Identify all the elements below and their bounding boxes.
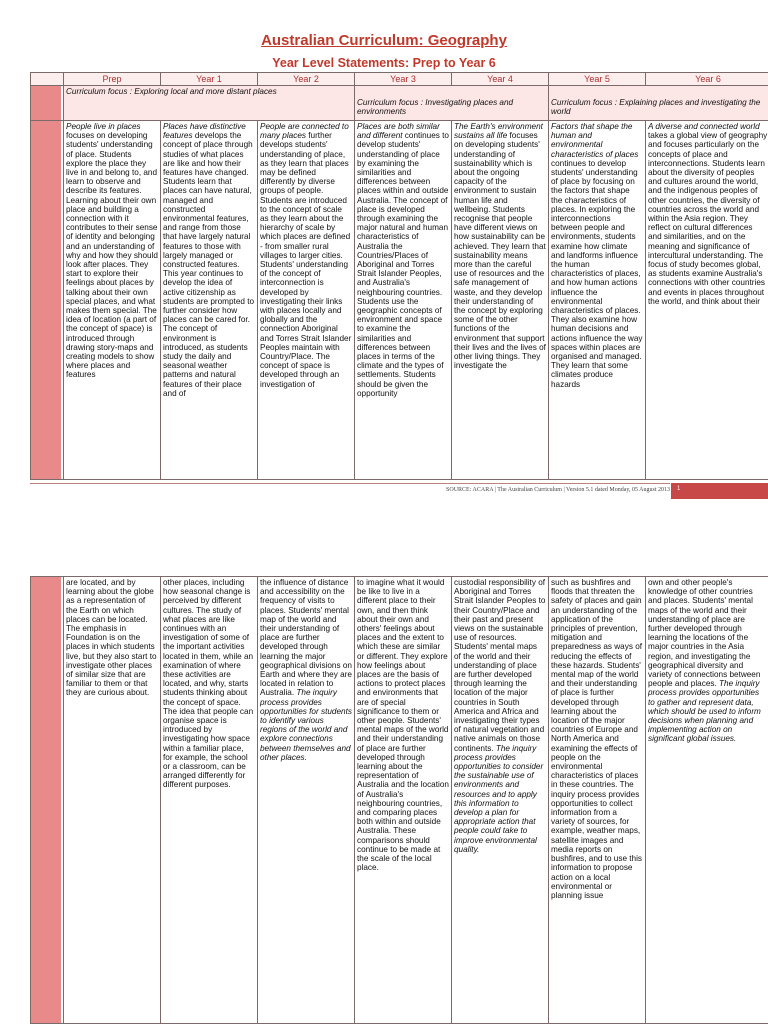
year2-statement: [258, 121, 355, 480]
document-title: Australian Curriculum: Geography: [261, 32, 507, 49]
prep-statement-continued: [64, 577, 161, 1024]
page-number-box: [671, 483, 768, 499]
year5-heading: Factors that shape the human and environmental characteristics of places: [551, 122, 639, 159]
year5-statement-continued: [549, 577, 646, 1024]
year2-statement-continued: [258, 577, 355, 1024]
year3-text: continues to develop students' understanding of place by examining the similarities and differences between places within and outside Australia. The concept of place is developed through examining the major natural and human characteristics of Australia the Countries/Places of Aboriginal and Torres Strait Islander Peoples, and Australia's neighbouring countries. Students use the geographic concepts of environment and space to examine the similarities and differences between places in terms of the climate and the types of settlements. Students should be given the opportunity: [357, 131, 449, 398]
year3-statement: [355, 121, 452, 480]
focus-side-marker: [31, 86, 64, 121]
year6-text: takes a global view of geography and focuses particularly on the concepts of place and interconnections. Students learn about the diversity of peoples and cultures around the world, and the indigenous peoples of other countries, the diversity of countries across the world and within the Asia region. They reflect on cultural differences and similarities, and on the meaning and significance of intercultural understanding. The focus of study becomes global, as students examine Australia's connections with other countries and events in places throughout the world, and think about their: [648, 131, 768, 306]
year1-statement-continued: [161, 577, 258, 1024]
year4-heading: The Earth's environment sustains all life: [454, 122, 543, 141]
curriculum-table-page2: [30, 576, 768, 1024]
source-footer: [30, 483, 768, 499]
year1-statement: [161, 121, 258, 480]
prep-heading: People live in places: [66, 122, 141, 131]
year4-statement: [452, 121, 549, 480]
source-text: SOURCE: ACARA | The Australian Curriculum | Version 5.1 dated Monday, 05 August 2013: [446, 487, 670, 493]
header-year6: Year 6: [646, 73, 768, 86]
year6-text-continued: own and other people's knowledge of other countries and places. Students' mental maps of the world and their understanding of place are further developed through learning the locations of the major countries in the Asia region, and investigating the geographical diversity and variety of connections between people and places.: [648, 578, 761, 689]
prep-text-continued: are located, and by learning about the globe as a representation of the Earth on which places can be located. The emphasis in Foundation is on the places in which students live, but they also start to investigate other places of similar size that are familiar to them or that they are curious about.: [66, 578, 157, 698]
header-prep: Prep: [64, 73, 161, 86]
header-year2: Year 2: [258, 73, 355, 86]
year2-inquiry-text: The inquiry process provides opportunities for students to identify various regions of the world and explore connections between themselves and other places.: [260, 688, 352, 762]
year5-text: continues to develop students' understanding of place by focusing on the factors that shape the characteristics of places. In exploring the interconnections between people and environments, students examine how climate and landforms influence the human characteristics of places, and how human actions influence the environmental characteristics of places. They also examine how human decisions and actions influence the way spaces within places are organised and managed. They learn that some climates produce hazards: [551, 158, 643, 389]
statements-row-continued: [31, 577, 768, 1024]
focus-upper: [549, 86, 768, 121]
prep-statement: [64, 121, 161, 480]
header-year5: Year 5: [549, 73, 646, 86]
focus-early-text: Curriculum focus : Exploring local and more distant places: [66, 87, 277, 96]
year2-heading: People are connected to many places: [260, 122, 349, 141]
year1-text-continued: other places, including how seasonal change is perceived by different cultures. The study of what places are like continues with an investigation of some of the important activities located in them, while an examination of where these activities are located, and why, starts students thinking about the concept of space. The idea that people can organise space is introduced by investigating how space within a familiar place, for example, the school or a classroom, can be arranged differently for different purposes.: [163, 578, 254, 790]
year6-statement: [646, 121, 768, 480]
year5-statement: [549, 121, 646, 480]
year3-text-continued: to imagine what it would be like to live in a different place to their own, and then think about their own and others' feelings about places and the extent to which these are similar or different. They explore how feelings about places are the basis of actions to protect places and environments that are of special significance to them or other people. Students' mental maps of the world and their understanding of place are further developed through learning about the representation of Australia and the location of Australia's neighbouring countries, and comparing places both within and outside Australia. These comparisons should continue to be made at the scale of the local place.: [357, 578, 449, 873]
row-side-marker-continued: [31, 577, 64, 1024]
year3-heading: Places are both similar and different: [357, 122, 440, 141]
year1-text: develops the concept of place through studies of what places are like and how their features have changed. Students learn that places can have natural, managed and constructed environmental features, and range from those that have largely natural features to those with largely managed or constructed features. This year continues to develop the idea of active citizenship as students are prompted to further consider how places can be cared for. The concept of environment is introduced, as students study the daily and seasonal weather patterns and natural features of their place and of: [163, 131, 255, 398]
year4-text: focuses on developing students' understanding of sustainability which is about the ongoing capacity of the environment to sustain human life and wellbeing. Students recognise that people have different views on how sustainability can be achieved. They learn that sustainability means more than the careful use of resources and the safe management of waste, and they develop their understanding of the concept by exploring some of the other functions of the environment that support their lives and the lives of other living things. They investigate the: [454, 131, 546, 371]
header-corner: [31, 73, 64, 86]
document-subtitle: Year Level Statements: Prep to Year 6: [272, 56, 496, 70]
year5-text-continued: such as bushfires and floods that threaten the safety of places and gain an understanding of the application of the principles of prevention, mitigation and preparedness as ways of reducing the effects of these hazards. Students' mental map of the world and their understanding of place is further developed through learning about the location of the major countries of Europe and North America and examining the effects of people on the environmental characteristics of places in these countries. The inquiry process provides opportunities to collect information from a variety of sources, for example, weather maps, satellite images and media reports on bushfires, and to use this information to propose action on a local environmental or planning issue: [551, 578, 643, 900]
header-row: [31, 73, 768, 86]
focus-row: [31, 86, 768, 121]
year2-text-continued: the influence of distance and accessibility on the frequency of visits to places. Students' mental map of the world and their understanding of place are further developed through learning the major geographical divisions on Earth and where they are located in relation to Australia.: [260, 578, 352, 698]
year4-inquiry-text: The inquiry process provides opportunities to consider the sustainable use of environments and resources and to apply this information to develop a plan for appropriate action that people could take to improve environmental quality.: [454, 743, 544, 854]
row-side-marker: [31, 121, 64, 480]
year4-text-continued: custodial responsibility of Aboriginal and Torres Strait Islander Peoples to their Country/Place and their past and present views on the sustainable use of resources. Students' mental maps of the world and their understanding of place are further developed through learning the location of the major countries in South America and Africa and investigating their types of natural vegetation and native animals on those continents.: [454, 578, 546, 753]
year4-statement-continued: [452, 577, 549, 1024]
year3-statement-continued: [355, 577, 452, 1024]
focus-middle-text: Curriculum focus : Investigating places and environments: [357, 98, 514, 116]
prep-text: focuses on developing students' understanding of place. Students explore the place they live in and belong to, and learn to observe and describe its features. Learning about their own place and building a connection with it contributes to their sense of identity and belonging and an understanding of why and how they should look after places. They start to explore their feelings about places by talking about their own special places, and what makes them special. The idea of location (a part of the concept of space) is introduced through drawing story-maps and creating models to show where places and features: [66, 131, 158, 380]
year6-heading: A diverse and connected world: [648, 122, 760, 131]
year2-text: further develops students' understanding of place, as they learn that places may be defined differently by diverse groups of people. Students are introduced to the concept of scale as they learn about the hierarchy of scale by which places are defined - from smaller rural villages to larger cities. Students' understanding of the concept of interconnection is developed by investigating their links with places locally and globally and the connection Aboriginal and Torres Strait Islander Peoples maintain with Country/Place. The concept of space is developed through an investigation of: [260, 131, 352, 389]
focus-upper-text: Curriculum focus : Explaining places and investigating the world: [551, 98, 761, 116]
header-year1: Year 1: [161, 73, 258, 86]
curriculum-table-page1: [30, 72, 768, 480]
header-year3: Year 3: [355, 73, 452, 86]
year6-inquiry-text: The inquiry process provides opportunities to gather and represent data, which should be used to inform decisions when planning and implementing action on significant global issues.: [648, 679, 761, 744]
header-year4: Year 4: [452, 73, 549, 86]
page-number: 1: [677, 486, 681, 492]
focus-early: [64, 86, 355, 121]
statements-row: [31, 121, 768, 480]
focus-middle: [355, 86, 549, 121]
year6-statement-continued: [646, 577, 768, 1024]
year1-heading: Places have distinctive features: [163, 122, 246, 141]
